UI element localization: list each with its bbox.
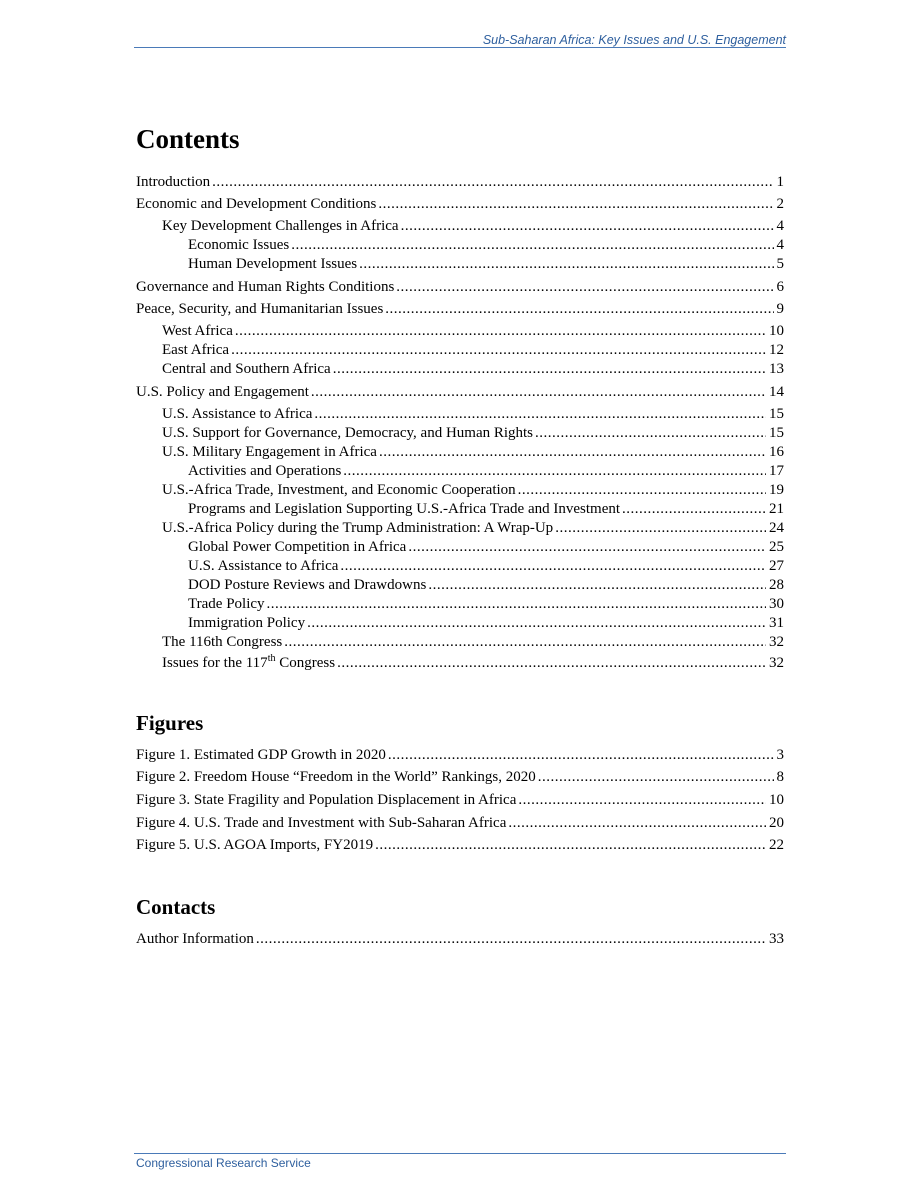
toc-entry[interactable]: [162, 634, 784, 653]
dot-leader: [378, 196, 773, 213]
toc-entry[interactable]: [162, 482, 784, 501]
header-rule: [134, 47, 786, 48]
figure-entry-title: Figure 3. State Fragility and Population Displacement in Africa: [136, 792, 517, 808]
dot-leader: [235, 323, 766, 340]
toc-entry[interactable]: [188, 539, 784, 558]
toc-entry[interactable]: [188, 501, 784, 520]
figure-entry-page: 3: [776, 747, 784, 763]
figure-entry-page: 8: [776, 769, 784, 785]
toc-entry-title: Programs and Legislation Supporting U.S.-Africa Trade and Investment: [188, 501, 621, 517]
figure-entry[interactable]: [136, 837, 784, 856]
toc-entry[interactable]: [136, 301, 784, 320]
figure-entry-page: 22: [769, 837, 784, 853]
dot-leader: [256, 931, 766, 948]
toc-entry[interactable]: [162, 520, 784, 539]
toc-entry-title: Key Development Challenges in Africa: [162, 218, 399, 234]
figure-entry-title: Figure 2. Freedom House “Freedom in the World” Rankings, 2020: [136, 769, 536, 785]
toc-entry-page: 15: [769, 406, 784, 422]
dot-leader: [311, 384, 766, 401]
toc-entry-page: 5: [776, 256, 784, 272]
toc-entry[interactable]: [162, 444, 784, 463]
toc-entry-title-text: Congress: [275, 655, 336, 671]
toc-entry-page: 32: [769, 655, 784, 671]
toc-entry[interactable]: [188, 615, 784, 634]
toc-entry-page: 4: [776, 237, 784, 253]
figure-entry-page: 20: [769, 815, 784, 831]
toc-entry-page: 32: [769, 634, 784, 650]
toc-entry-page: 30: [769, 596, 784, 612]
toc-entry-page: 24: [769, 520, 784, 536]
dot-leader: [538, 769, 774, 786]
toc-entry-page: 1: [776, 174, 784, 190]
toc-entry-title: DOD Posture Reviews and Drawdowns: [188, 577, 427, 593]
toc-entry[interactable]: [136, 384, 784, 403]
dot-leader: [314, 406, 766, 423]
toc-entry-page: 19: [769, 482, 784, 498]
toc-entry-title: Peace, Security, and Humanitarian Issues: [136, 301, 384, 317]
toc-entry-title: Trade Policy: [188, 596, 265, 612]
dot-leader: [408, 539, 766, 556]
dot-leader: [385, 301, 773, 318]
toc-entry[interactable]: [162, 342, 784, 361]
toc-entry-title: Global Power Competition in Africa: [188, 539, 407, 555]
toc-entry[interactable]: [188, 463, 784, 482]
toc-entry[interactable]: [162, 218, 784, 237]
toc-entry-title: East Africa: [162, 342, 230, 358]
toc-entry[interactable]: [162, 425, 784, 444]
toc-entry[interactable]: [136, 196, 784, 215]
figure-entry[interactable]: [136, 792, 784, 811]
toc-entry-page: 9: [776, 301, 784, 317]
figure-entry[interactable]: [136, 815, 784, 834]
toc-entry-title: U.S.-Africa Trade, Investment, and Economic Cooperation: [162, 482, 516, 498]
dot-leader: [340, 558, 766, 575]
toc-entry-title-text: Issues for the 117: [162, 655, 268, 671]
toc-entry-page: 12: [769, 342, 784, 358]
running-footer: Congressional Research Service: [136, 1156, 311, 1170]
figure-entry-page: 10: [769, 792, 784, 808]
toc-entry-title: Introduction: [136, 174, 211, 190]
toc-entry-title: U.S. Policy and Engagement: [136, 384, 309, 400]
toc-entry-title: U.S. Assistance to Africa: [162, 406, 313, 422]
figure-entry[interactable]: [136, 747, 784, 766]
toc-entry-page: 13: [769, 361, 784, 377]
toc-entry-title: Economic Issues: [188, 237, 290, 253]
contact-entry-title: Author Information: [136, 931, 254, 947]
toc-entry-page: 16: [769, 444, 784, 460]
toc-entry-page: 2: [776, 196, 784, 212]
dot-leader: [231, 342, 766, 359]
toc-entry[interactable]: [162, 406, 784, 425]
toc-entry-page: 6: [776, 279, 784, 295]
superscript-th: th: [267, 653, 276, 664]
toc-entry[interactable]: [188, 237, 784, 256]
toc-entry-page: 17: [769, 463, 784, 479]
running-header: Sub-Saharan Africa: Key Issues and U.S. Engagement: [482, 33, 786, 47]
dot-leader: [333, 361, 766, 378]
toc-entry[interactable]: [188, 256, 784, 275]
toc-entry-title: The 116th Congress: [162, 634, 283, 650]
dot-leader: [307, 615, 766, 632]
contact-entry-page: 33: [769, 931, 784, 947]
toc-entry[interactable]: [188, 577, 784, 596]
toc-entry[interactable]: [162, 361, 784, 380]
toc-entry-title: U.S. Military Engagement in Africa: [162, 444, 377, 460]
dot-leader: [343, 463, 766, 480]
toc-entry-page: 25: [769, 539, 784, 555]
toc-entry-page: 28: [769, 577, 784, 593]
toc-entry-page: 21: [769, 501, 784, 517]
dot-leader: [375, 837, 766, 854]
toc-entry[interactable]: [188, 596, 784, 615]
toc-entry[interactable]: [162, 323, 784, 342]
toc-entry-page: 14: [769, 384, 784, 400]
toc-entry[interactable]: [136, 174, 784, 193]
toc-entry-page: 31: [769, 615, 784, 631]
figure-entry-title: Figure 1. Estimated GDP Growth in 2020: [136, 747, 386, 763]
dot-leader: [518, 482, 766, 499]
dot-leader: [555, 520, 766, 537]
dot-leader: [428, 577, 766, 594]
dot-leader: [284, 634, 766, 651]
dot-leader: [508, 815, 766, 832]
dot-leader: [359, 256, 773, 273]
toc-entry[interactable]: [136, 279, 784, 298]
toc-entry-title: [162, 653, 335, 672]
dot-leader: [337, 655, 766, 672]
toc-entry-title: Activities and Operations: [188, 463, 342, 479]
dot-leader: [535, 425, 766, 442]
toc-entry-title: West Africa: [162, 323, 233, 339]
toc-entry-title: Governance and Human Rights Conditions: [136, 279, 395, 295]
toc-entry-title: Central and Southern Africa: [162, 361, 331, 377]
dot-leader: [622, 501, 766, 518]
dot-leader: [396, 279, 773, 296]
contact-entry[interactable]: [136, 931, 784, 950]
dot-leader: [518, 792, 766, 809]
dot-leader: [267, 596, 766, 613]
dot-leader: [388, 747, 774, 764]
dot-leader: [291, 237, 773, 254]
toc-entry-title: U.S.-Africa Policy during the Trump Administration: A Wrap-Up: [162, 520, 554, 536]
dot-leader: [401, 218, 774, 235]
contacts-heading: Contacts: [136, 895, 216, 919]
toc-entry-title: U.S. Support for Governance, Democracy, and Human Rights: [162, 425, 534, 441]
toc-entry-title: U.S. Assistance to Africa: [188, 558, 339, 574]
toc-entry-title: Immigration Policy: [188, 615, 306, 631]
figure-entry-title: Figure 5. U.S. AGOA Imports, FY2019: [136, 837, 374, 853]
contents-heading: Contents: [136, 124, 240, 154]
toc-entry-page: 27: [769, 558, 784, 574]
figure-entry-title: Figure 4. U.S. Trade and Investment with Sub-Saharan Africa: [136, 815, 507, 831]
toc-entry-page: 4: [776, 218, 784, 234]
toc-entry-page: 15: [769, 425, 784, 441]
figures-heading: Figures: [136, 711, 204, 735]
footer-rule: [134, 1153, 786, 1154]
figure-entry[interactable]: [136, 769, 784, 788]
toc-entry-title: Economic and Development Conditions: [136, 196, 377, 212]
dot-leader: [212, 174, 773, 191]
toc-entry-page: 10: [769, 323, 784, 339]
toc-entry-title: Human Development Issues: [188, 256, 358, 272]
toc-entry[interactable]: [162, 653, 784, 672]
dot-leader: [379, 444, 766, 461]
toc-entry[interactable]: [188, 558, 784, 577]
